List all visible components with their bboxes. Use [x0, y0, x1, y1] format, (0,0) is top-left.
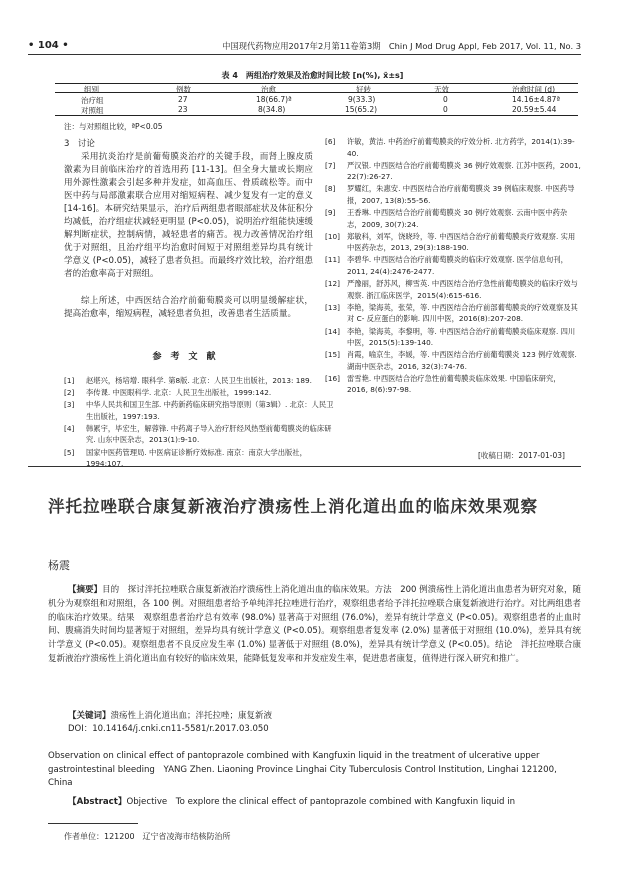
table-row-cell: 0	[443, 105, 448, 114]
table-row-cell: 23	[178, 105, 188, 114]
reference-text: 严汉银. 中西医结合治疗前葡萄膜炎 36 例疗效观察. 江苏中医药，2001, 22(7):26-27.	[347, 160, 581, 182]
table-header-cell: 好转	[356, 85, 371, 94]
table-caption: 表 4 两组治疗效果及治愈时间比较 [n(%), x̄±s]	[221, 71, 404, 80]
reference-item	[64, 387, 339, 399]
reference-text: 肖霞，喻京生，李媛，等. 中西医结合治疗前葡萄膜炎 123 例疗效观察. 湖南中医杂志，2016, 32(3):74-76.	[347, 350, 577, 371]
reference-text: 李传课. 中医眼科学. 北京：人民卫生出版社，1999:142.	[86, 388, 272, 398]
author-name: 杨震	[48, 559, 70, 572]
references-heading: 参考文献	[152, 352, 225, 362]
doi-line: DOI：10.14164/j.cnki.cn11-5581/r.2017.03.050	[68, 724, 269, 734]
reference-text: 雷雪艳. 中西医结合治疗急性前葡萄膜炎临床效果. 中国临床研究，2016, 8(6):97-98.	[347, 373, 561, 395]
reference-item	[64, 375, 339, 387]
references-list-right	[325, 136, 581, 397]
reference-number: [11]	[325, 255, 340, 265]
reference-item	[325, 349, 581, 372]
english-abstract-label: 【Abstract】	[68, 797, 127, 807]
reference-text: 郑敏科，刘军，饶晓玲，等. 中西医结合治疗前葡萄膜炎疗效观察. 实用中医药杂志，2013, 29(3):188-190.	[347, 231, 576, 253]
reference-item	[64, 399, 339, 422]
reference-text: 李艳，梁海英，李黎明，等. 中西医结合治疗前葡萄膜炎临床观察. 四川中医，2015(5):139-140.	[347, 326, 576, 348]
reference-number: [8]	[325, 184, 336, 194]
keywords-text: 溃疡性上消化道出血；泮托拉唑；康复新液	[110, 711, 273, 721]
reference-number: [16]	[325, 373, 340, 383]
reference-number: [14]	[325, 326, 340, 336]
table-header-cell: 无效	[434, 85, 449, 94]
reference-text: 国家中医药管理局. 中医病证诊断疗效标准. 南京：南京大学出版社，1994:107.	[86, 447, 307, 469]
table-row-cell: 15(65.2)	[345, 105, 378, 114]
reference-text: 赵堪兴，杨培增. 眼科学. 第8版. 北京：人民卫生出版社，2013: 189.	[86, 376, 312, 385]
reference-item	[325, 183, 581, 206]
table-note: 注：与对照组比较，ªP<0.05	[64, 122, 163, 131]
reference-text: 李碧华. 中西医结合治疗前葡萄膜炎的临床疗效观察. 医学信息旬刊，2011, 24(4):2476-2477.	[347, 255, 568, 277]
reference-number: [12]	[325, 279, 340, 289]
table-header-cell: 治愈时间 (d)	[512, 85, 555, 94]
reference-item	[325, 254, 581, 277]
table-row-cell: 对照组	[81, 106, 104, 115]
reference-text: 王香琳. 中西医结合治疗前葡萄膜炎 30 例疗效观察. 云南中医中药杂志，2009, 30(7):24.	[347, 208, 568, 229]
reference-number: [10]	[325, 231, 340, 241]
reference-number: [7]	[325, 160, 336, 170]
reference-number: [5]	[64, 447, 75, 457]
reference-text: 许敏，黄洁. 中药治疗前葡萄膜炎的疗效分析. 北方药学，2014(1):39-40.	[347, 137, 575, 158]
table-header-cell: 组别	[84, 85, 99, 94]
table-row-cell: 27	[178, 95, 188, 104]
references-list-left	[64, 375, 339, 470]
reference-text: 中华人民共和国卫生部. 中药新药临床研究指导原则（第3辑）. 北京：人民卫生出版社，1997:193.	[86, 400, 334, 421]
reference-number: [4]	[64, 423, 75, 433]
table-header-cell: 例数	[176, 85, 191, 94]
table-bottom-rule	[55, 115, 578, 116]
journal-header: 中国现代药物应用2017年2月第11卷第3期 Chin J Mod Drug Appl, Feb 2017, Vol. 11, No. 3	[222, 41, 581, 51]
section-heading: 3 讨论	[64, 139, 95, 149]
reference-item	[325, 278, 581, 301]
table-row-cell: 治疗组	[81, 96, 104, 105]
english-abstract-text: Objective To explore the clinical effect of pantoprazole combined with Kangfuxin liquid in	[126, 797, 516, 807]
table-row-cell: 20.59±5.44	[512, 105, 557, 114]
keywords	[68, 709, 581, 721]
reference-number: [2]	[64, 388, 75, 398]
english-title-author: Observation on clinical effect of pantoprazole combined with Kangfuxin liquid in the treatment of ulcerative upper gastrointestinal bleeding YANG Zhen. Liaoning Province Linghai City Tuberculosis Control Institution, Linghai 121200, China	[48, 751, 557, 788]
keywords-label: 【关键词】	[68, 711, 111, 721]
reference-item	[325, 326, 581, 349]
reference-item	[325, 160, 581, 183]
reference-item	[325, 136, 581, 159]
reference-item	[325, 207, 581, 230]
conclusion-paragraph: 综上所述，中西医结合治疗前葡萄膜炎可以明显缓解症状，提高治愈率，缩短病程，减轻患者负担，改善患者生活质量。	[64, 296, 313, 319]
reference-number: [3]	[64, 400, 75, 410]
reference-text: 韩累宇，毕宏生，解蓉锋. 中药离子导入治疗肝经风热型前葡萄膜炎的临床研究. 山东中医杂志，2013(1):9-10.	[86, 423, 332, 445]
table-header-rule	[55, 92, 578, 93]
reference-item	[325, 231, 581, 254]
reference-item	[325, 302, 581, 325]
table-row-cell: 18(66.7)ª	[256, 95, 292, 104]
reference-number: [9]	[325, 208, 336, 218]
abstract-text: 目的 探讨泮托拉唑联合康复新液治疗溃疡性上消化道出血的临床效果。方法 200 例溃疡性上消化道出血患者为研究对象，随机分为观察组和对照组，各 100 例。对照组患者给予单纯泮托拉唑进行治疗，观察组患者给予泮托拉唑联合康复新液进行治疗。对比两组患者的临床治疗效果。结果 观察组患者治疗总有效率 (98.0%) 显著高于对照组 (76.0%)，差异有统计学意义 (P<0.05)。观察组患者的止血时间、腹痛消失时间均显著短于对照组，差异均具有统计学意义 (P<0.05)。观察组患者复发率 (2.0%) 显著低于对照组 (10.0%)，差异具有统计学意义 (P<0.05)。观察组患者不良反应发生率 (1.0%) 显著低于对照组 (8.0%)，差异具有统计学意义 (P<0.05)。结论 泮托拉唑联合康复新液治疗溃疡性上消化道出血有较好的临床效果，能降低复发率和并发症发生率，促进患者康复，值得进行深入研究和推广。	[48, 585, 581, 664]
reference-text: 李艳，梁海英，张荣，等. 中西医结合治疗前部葡萄膜炎的疗效观察及其对 C- 反应蛋白的影响. 四川中医，2016(8):207-208.	[347, 302, 578, 324]
table-row-cell: 8(34.8)	[258, 105, 286, 114]
reference-number: [6]	[325, 137, 336, 146]
author-affiliation-footnote: 作者单位：121200 辽宁省凌海市结核防治所	[64, 832, 231, 841]
reference-text: 严豫丽，舒苏风，柳雪英. 中西医结合治疗急性前葡萄膜炎的临床疗效与观察. 浙江临床医学，2015(4):615-616.	[347, 279, 578, 300]
reference-item	[325, 373, 581, 396]
reference-number: [13]	[325, 302, 340, 312]
chinese-abstract	[48, 584, 581, 667]
footnote-rule	[48, 823, 138, 824]
reference-item	[64, 423, 339, 446]
reference-number: [1]	[64, 376, 75, 385]
table-header-cell: 治愈	[261, 85, 276, 94]
header-rule	[28, 54, 581, 55]
table-row-cell: 9(33.3)	[348, 95, 376, 104]
table-top-rule	[55, 83, 578, 84]
english-abstract	[48, 796, 581, 809]
received-date: [收稿日期：2017-01-03]	[478, 451, 565, 460]
table-row-cell: 14.16±4.87ª	[512, 95, 560, 104]
article-title: 泮托拉唑联合康复新液治疗溃疡性上消化道出血的临床效果观察	[48, 497, 538, 516]
reference-text: 罗耀红，朱惠安. 中西医结合治疗前葡萄膜炎 39 例临床观察. 中医药导报，2007, 13(8):55-56.	[347, 184, 575, 205]
discussion-paragraph: 采用抗炎治疗是前葡萄膜炎治疗的关键手段，而肾上腺皮质激素为目前临床治疗的首选用药 [11-13]。但全身大量或长期应用外源性激素会引起多种并发症，如高血压、骨质疏松等。而中医中药与局部激素联合应用对缩短病程、减少复发有一定的意义 [14-16]。本研究结果显示，治疗后两组患者眼部症状及体征积分均减低，治疗组症状减轻更明显 (P<0.05)，说明治疗组能快速缓解判断症状，控制病情，减轻患者的痛苦。视力改善情况治疗组优于对照组，且治疗组平均治愈时间短于对照组差异均具有统计学意义 (P<0.05)，减轻了患者负担。而最终疗效比较，治疗组患者的治愈率高于对照组。	[64, 152, 313, 279]
reference-number: [15]	[325, 350, 340, 360]
table-row-cell: 0	[443, 95, 448, 104]
article-separator-rule	[28, 466, 581, 467]
page-number: • 104 •	[28, 40, 69, 51]
abstract-label: 【摘要】	[68, 585, 103, 595]
